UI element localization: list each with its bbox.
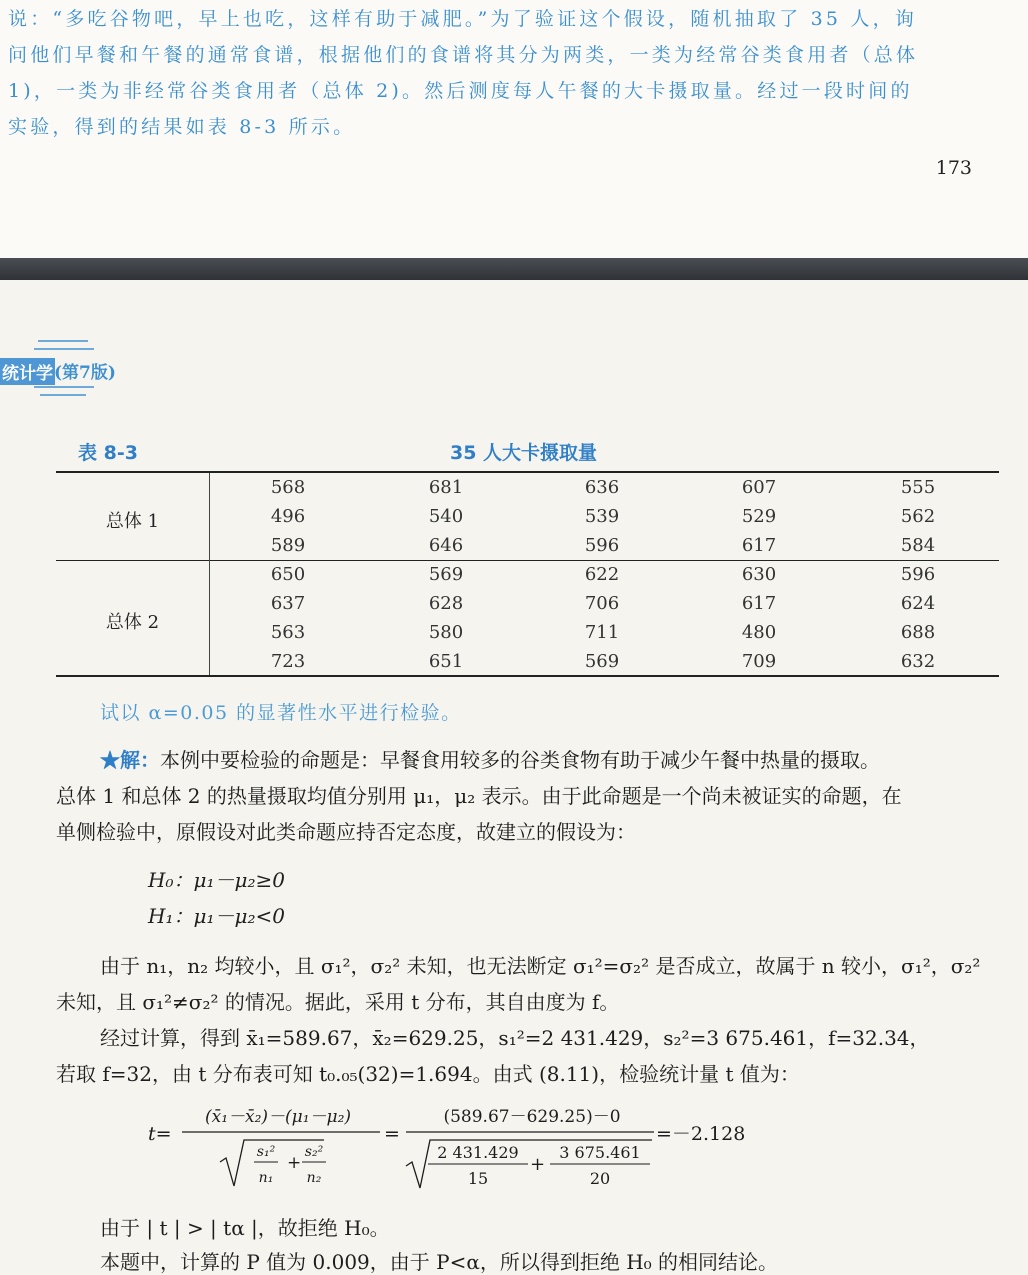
table-cell: 540: [428, 506, 464, 527]
upper-page: [0, 0, 1028, 258]
solution-text: 本例中要检验的命题是：早餐食用较多的谷类食物有助于减少午餐中热量的摄取。: [160, 748, 880, 772]
formula-n1: n₁: [258, 1170, 274, 1186]
solution-paragraph-line-3: 单侧检验中，原假设对此类命题应持否定态度，故建立的假设为：: [56, 820, 636, 844]
test-prompt: 试以 α=0.05 的显著性水平进行检验。: [100, 702, 462, 724]
group-label-1: 总体 1: [105, 511, 160, 532]
table-cell: 630: [741, 564, 777, 585]
table-cell: 723: [270, 651, 306, 672]
t-statistic-formula: [148, 1100, 848, 1200]
table-cell: 589: [270, 535, 306, 556]
formula-s2-squared: s₂²: [304, 1144, 324, 1160]
table-cell: 688: [900, 622, 936, 643]
table-cell: 628: [428, 593, 464, 614]
table-cell: 555: [900, 477, 936, 498]
formula-s1-value: 2 431.429: [437, 1143, 519, 1162]
table-cell: 650: [270, 564, 306, 585]
book-title: 统计学: [0, 358, 55, 385]
formula-plus: +: [287, 1153, 302, 1173]
formula-s1-squared: s₁²: [256, 1144, 276, 1160]
table-cell: 681: [428, 477, 464, 498]
table-cell: 480: [741, 622, 777, 643]
table-cell: 569: [584, 651, 620, 672]
conclusion-line-1: 由于 | t | > | tα |，故拒绝 H₀。: [100, 1216, 390, 1240]
calorie-table: [56, 471, 999, 677]
star-icon: ★: [100, 748, 120, 772]
table-cell: 617: [741, 593, 777, 614]
page-gap-divider: [0, 258, 1028, 280]
solution-paragraph-line-1: [100, 744, 880, 773]
table-mid-rule: [56, 560, 999, 561]
running-header: [0, 340, 240, 400]
variance-paragraph-line-1: 由于 n₁，n₂ 均较小，且 σ₁²，σ₂² 未知，也无法断定 σ₁²=σ₂² 是否成立，故属于 n 较小，σ₁²，σ₂²: [100, 954, 981, 978]
formula-plus: +: [530, 1154, 546, 1175]
table-title: 35 人大卡摄取量: [450, 442, 598, 464]
alternative-hypothesis: H₁：μ₁－μ₂<0: [148, 904, 285, 928]
table-cell: 617: [741, 535, 777, 556]
upper-text-line-2: 问他们早餐和午餐的通常食谱，根据他们的食谱将其分为两类，一类为经常谷类食用者（总体: [8, 44, 919, 66]
table-id: 表 8-3: [78, 442, 138, 464]
table-cell: 706: [584, 593, 620, 614]
page-number: 173: [935, 157, 972, 179]
table-column-rule: [209, 473, 210, 675]
formula-n2-value: 20: [589, 1169, 611, 1188]
table-top-rule: [56, 471, 999, 473]
variance-paragraph-line-2: 未知，且 σ₁²≠σ₂² 的情况。据此，采用 t 分布，其自由度为 f。: [56, 990, 620, 1014]
table-cell: 563: [270, 622, 306, 643]
table-cell: 584: [900, 535, 936, 556]
table-cell: 496: [270, 506, 306, 527]
table-cell: 568: [270, 477, 306, 498]
table-cell: 539: [584, 506, 620, 527]
table-cell: 709: [741, 651, 777, 672]
table-cell: 624: [900, 593, 936, 614]
table-cell: 711: [584, 622, 620, 643]
solution-paragraph-line-2: 总体 1 和总体 2 的热量摄取均值分别用 μ₁，μ₂ 表示。由于此命题是一个尚未被证实的命题，在: [56, 784, 902, 808]
null-hypothesis: H₀：μ₁－μ₂≥0: [148, 868, 285, 892]
table-cell: 562: [900, 506, 936, 527]
formula-n2: n₂: [306, 1170, 322, 1186]
computation-paragraph-line-2: 若取 f=32，由 t 分布表可知 t₀.₀₅(32)=1.694。由式 (8.11)，检验统计量 t 值为：: [56, 1062, 800, 1086]
formula-numerator-numeric: (589.67－629.25)－0: [443, 1107, 621, 1127]
upper-text-line-4: 实验，得到的结果如表 8-3 所示。: [8, 116, 356, 138]
edition-label: (第7版): [54, 363, 116, 383]
formula-svg: [148, 1100, 848, 1200]
table-cell: 637: [270, 593, 306, 614]
formula-s2-value: 3 675.461: [559, 1143, 641, 1162]
upper-text-line-1: 说：“多吃谷物吧，早上也吃，这样有助于减肥。”为了验证这个假设，随机抽取了 35 人，询: [8, 8, 917, 30]
group-label-2: 总体 2: [105, 612, 160, 633]
table-cell: 651: [428, 651, 464, 672]
formula-lhs: t=: [148, 1123, 172, 1145]
table-cell: 636: [584, 477, 620, 498]
table-bottom-rule: [56, 675, 999, 677]
table-cell: 622: [584, 564, 620, 585]
formula-equals: =: [384, 1123, 400, 1145]
table-cell: 632: [900, 651, 936, 672]
formula-n1-value: 15: [467, 1169, 489, 1188]
formula-numerator-symbolic: (x̄₁－x̄₂)－(μ₁－μ₂): [204, 1107, 352, 1127]
formula-result: =－2.128: [656, 1123, 746, 1145]
table-cell: 596: [900, 564, 936, 585]
table-cell: 529: [741, 506, 777, 527]
table-cell: 580: [428, 622, 464, 643]
conclusion-line-2: 本题中，计算的 P 值为 0.009，由于 P<α，所以得到拒绝 H₀ 的相同结论。: [100, 1250, 779, 1274]
table-cell: 646: [428, 535, 464, 556]
table-cell: 569: [428, 564, 464, 585]
solution-label: 解：: [120, 748, 160, 772]
table-cell: 596: [584, 535, 620, 556]
table-cell: 607: [741, 477, 777, 498]
computation-paragraph-line-1: 经过计算，得到 x̄₁=589.67，x̄₂=629.25，s₁²=2 431.429，s₂²=3 675.461，f=32.34，: [100, 1026, 930, 1050]
upper-text-line-3: 1)，一类为非经常谷类食用者（总体 2)。然后测度每人午餐的大卡摄取量。经过一段时间的: [8, 80, 913, 102]
